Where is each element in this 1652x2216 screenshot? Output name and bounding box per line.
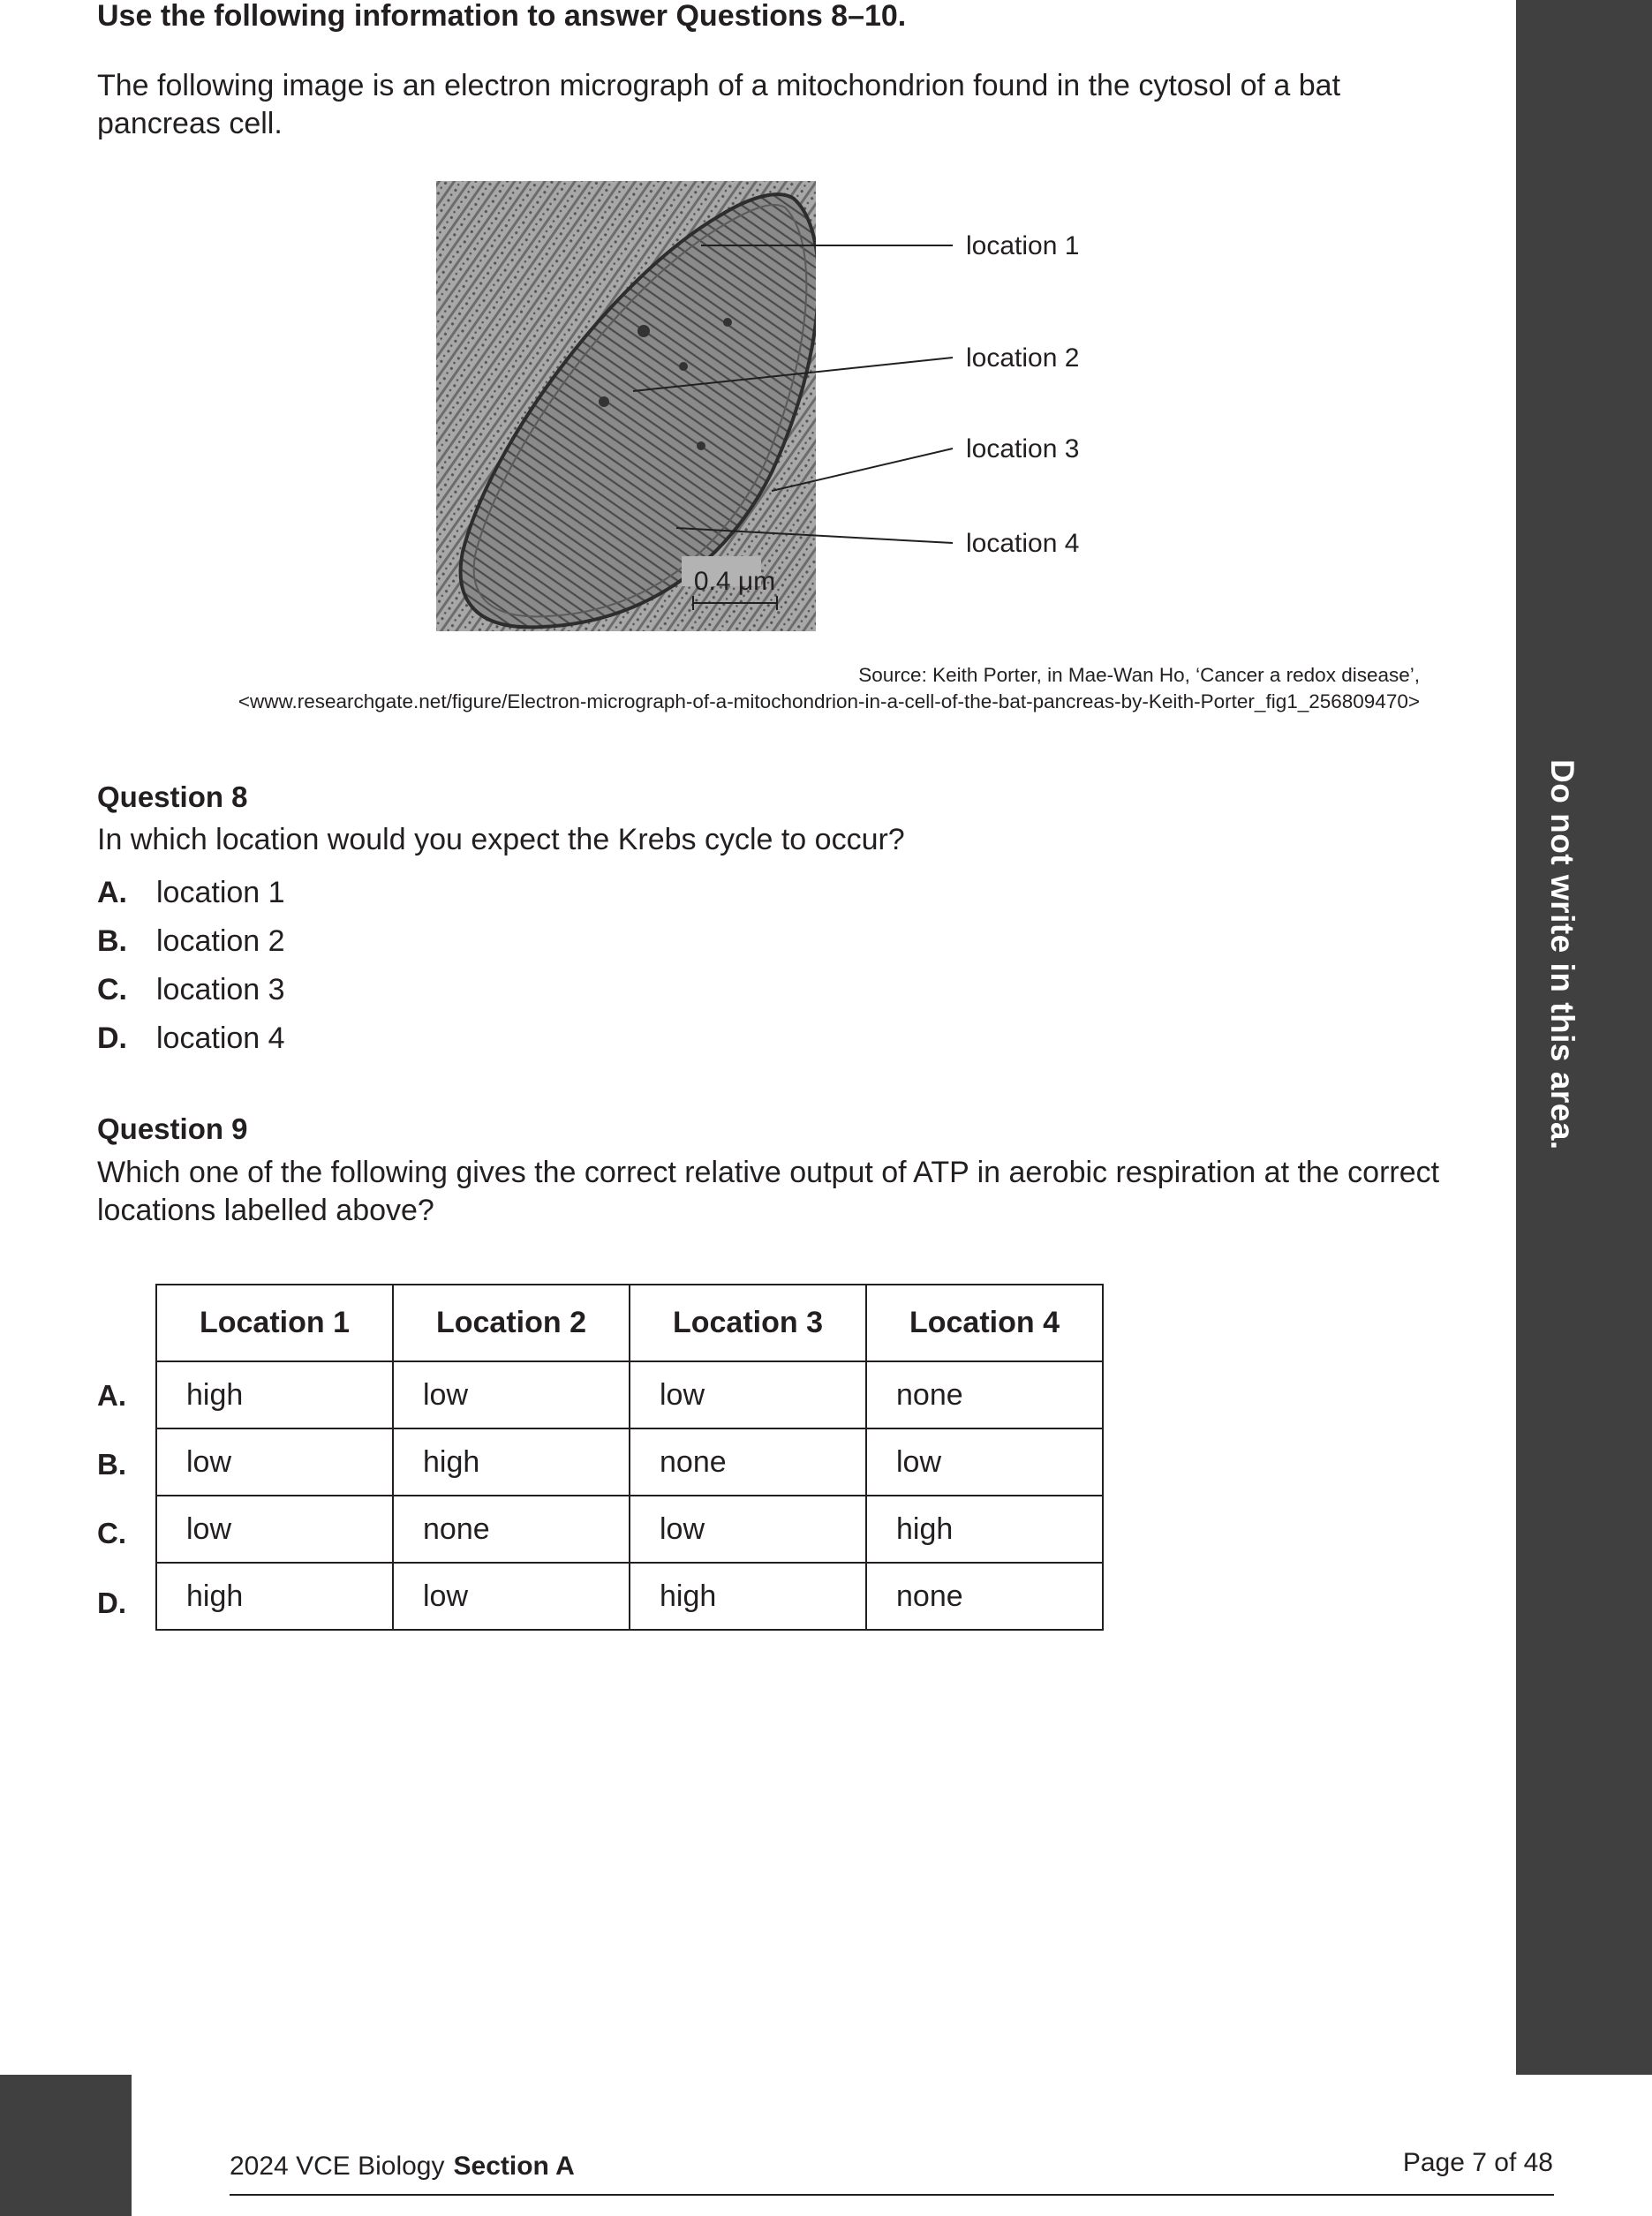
- q9-row-letter-b[interactable]: B.: [97, 1448, 126, 1481]
- intro-text: The following image is an electron micrograph of a mitochondrion found in the cytosol of a bat pancreas cell.: [97, 69, 1341, 140]
- do-not-write-margin: [1516, 0, 1652, 2075]
- q9-row-letter-c[interactable]: C.: [97, 1517, 126, 1549]
- table-cell: low: [393, 1361, 630, 1428]
- do-not-write-text: Do not write in this area.: [1544, 759, 1580, 1150]
- table-cell: high: [156, 1563, 393, 1630]
- table-row[interactable]: [156, 1361, 1103, 1428]
- table-header-row: [156, 1285, 1103, 1361]
- table-row[interactable]: [156, 1563, 1103, 1630]
- mitochondrion-figure: [436, 181, 1452, 640]
- column-header: Location 4: [866, 1285, 1103, 1361]
- table-cell: low: [630, 1496, 866, 1563]
- table-cell: none: [866, 1563, 1103, 1630]
- column-header: Location 3: [630, 1285, 866, 1361]
- option-letter: D.: [97, 1021, 127, 1055]
- table-cell: high: [393, 1428, 630, 1496]
- footer-divider: [230, 2194, 1554, 2196]
- column-header: Location 1: [156, 1285, 393, 1361]
- option-text: location 3: [156, 973, 285, 1006]
- intro-heading: Use the following information to answer Questions 8–10.: [97, 0, 907, 33]
- option-text: location 4: [156, 1021, 285, 1055]
- q8-option-a[interactable]: [97, 876, 285, 920]
- footer-exam: 2024 VCE Biology: [230, 2152, 445, 2181]
- footer-section: Section A: [453, 2152, 575, 2181]
- label-location-3: location 3: [966, 434, 1080, 464]
- q8-option-c[interactable]: [97, 973, 285, 1017]
- option-letter: C.: [97, 973, 127, 1006]
- option-letter: B.: [97, 924, 127, 958]
- table-cell: none: [630, 1428, 866, 1496]
- table-cell: low: [156, 1428, 393, 1496]
- table-row[interactable]: [156, 1496, 1103, 1563]
- q8-option-b[interactable]: [97, 924, 285, 969]
- table-cell: low: [630, 1361, 866, 1428]
- q9-row-letter-d[interactable]: D.: [97, 1587, 126, 1619]
- footer-page-number: Page 7 of 48: [1402, 2148, 1553, 2177]
- label-location-1: location 1: [966, 231, 1080, 260]
- corner-block: [0, 2075, 132, 2216]
- q9-row-letter-a[interactable]: A.: [97, 1379, 126, 1412]
- question-8-stem: In which location would you expect the Krebs cycle to occur?: [97, 823, 905, 856]
- option-letter: A.: [97, 876, 127, 909]
- label-location-2: location 2: [966, 343, 1080, 373]
- table-row[interactable]: [156, 1428, 1103, 1496]
- table-cell: high: [866, 1496, 1103, 1563]
- table-cell: none: [866, 1361, 1103, 1428]
- table-cell: low: [156, 1496, 393, 1563]
- scale-bar-label: 0.4 μm: [693, 567, 776, 596]
- footer-exam-title: [230, 2152, 575, 2182]
- table-cell: none: [393, 1496, 630, 1563]
- micrograph-image: [436, 181, 818, 631]
- option-text: location 1: [156, 876, 285, 909]
- option-text: location 2: [156, 924, 285, 958]
- column-header: Location 2: [393, 1285, 630, 1361]
- source-line-2: <www.researchgate.net/figure/Electron-micrograph-of-a-mitochondrion-in-a-cell-of-the-bat-pancreas-by-Keith-Porter_fig1_256809470>: [238, 690, 1420, 712]
- table-cell: low: [866, 1428, 1103, 1496]
- question-8-title: Question 8: [97, 780, 248, 813]
- q8-option-d[interactable]: [97, 1021, 285, 1066]
- label-location-4: location 4: [966, 529, 1080, 558]
- micrograph-svg: [436, 181, 1452, 640]
- table-cell: high: [630, 1563, 866, 1630]
- question-9-stem: Which one of the following gives the correct relative output of ATP in aerobic respiration at the correct locations labelled above?: [97, 1156, 1440, 1227]
- source-line-1: Source: Keith Porter, in Mae-Wan Ho, ‘Cancer a redox disease’,: [858, 664, 1420, 686]
- question-9-title: Question 9: [97, 1112, 248, 1145]
- q9-options-table: [155, 1284, 1104, 1631]
- table-cell: low: [393, 1563, 630, 1630]
- table-cell: high: [156, 1361, 393, 1428]
